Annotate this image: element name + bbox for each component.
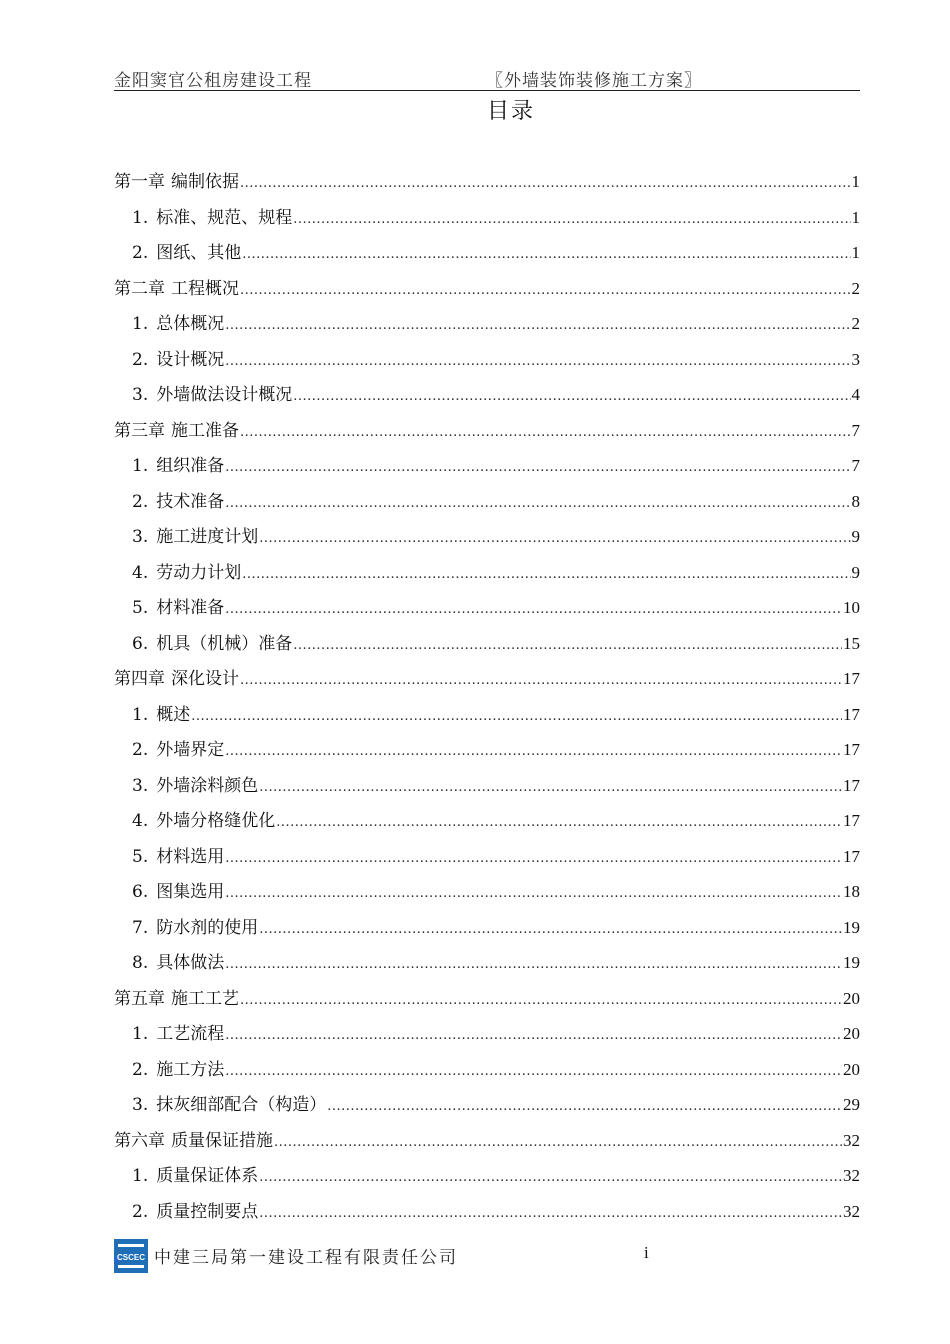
toc-entry-title: 抹灰细部配合（构造） <box>156 1095 327 1115</box>
toc-entry-page: 17 <box>843 669 860 688</box>
dot-leader <box>225 308 850 344</box>
dot-leader <box>225 841 842 877</box>
toc-entry-title: 编制依据 <box>171 172 239 192</box>
toc-entry-page: 29 <box>843 1095 860 1114</box>
toc-entry-title: 材料准备 <box>156 598 225 618</box>
toc-entry-title: 施工进度计划 <box>156 527 259 547</box>
toc-section-entry[interactable] <box>114 1052 860 1088</box>
dot-leader <box>293 628 842 664</box>
toc-entry-label: 第五章 <box>114 988 165 1009</box>
toc-entry-page: 2 <box>851 278 860 298</box>
toc-entry-label: 6. <box>132 882 149 902</box>
toc-entry-page: 20 <box>843 1059 860 1079</box>
toc-entry-label: 2. <box>132 1059 149 1080</box>
toc-entry-label: 3. <box>132 385 149 405</box>
toc-entry-label: 3. <box>132 1095 149 1115</box>
toc-entry-title: 防水剂的使用 <box>156 917 259 938</box>
toc-entry-page: 19 <box>843 953 860 972</box>
toc-section-entry[interactable] <box>114 306 860 342</box>
toc-chapter-entry[interactable] <box>114 1123 860 1159</box>
dot-leader <box>191 699 842 735</box>
toc-section-entry[interactable] <box>114 200 860 236</box>
toc-chapter-entry[interactable] <box>114 981 860 1017</box>
toc-entry-title: 标准、规范、规程 <box>156 207 293 228</box>
toc-entry-page: 15 <box>843 633 860 653</box>
toc-entry-page: 17 <box>843 811 860 830</box>
dot-leader <box>240 166 851 202</box>
toc-entry-title: 图集选用 <box>156 882 225 902</box>
toc-entry-title: 机具（机械）准备 <box>156 633 293 654</box>
toc-entry-label: 2. <box>132 243 149 263</box>
toc-section-entry[interactable] <box>114 945 860 981</box>
dot-leader <box>293 379 850 415</box>
toc-entry-title: 总体概况 <box>156 314 225 334</box>
toc-entry-page: 9 <box>851 562 860 582</box>
dot-leader <box>225 1054 842 1090</box>
toc-entry-label: 2. <box>132 740 149 760</box>
toc-entry-label: 1. <box>132 314 149 334</box>
dot-leader <box>242 237 850 273</box>
toc-section-entry[interactable] <box>114 803 860 839</box>
toc-entry-title: 外墙界定 <box>156 740 225 760</box>
cscec-logo-icon <box>114 1239 148 1273</box>
toc-entry-label: 7. <box>132 917 149 938</box>
page-header <box>114 62 860 91</box>
toc-entry-page: 18 <box>843 882 860 901</box>
toc-chapter-entry[interactable] <box>114 164 860 200</box>
dot-leader <box>259 912 842 948</box>
toc-chapter-entry[interactable] <box>114 661 860 697</box>
dot-leader <box>240 983 842 1019</box>
toc-entry-label: 8. <box>132 953 149 973</box>
page-number: i <box>644 1243 649 1262</box>
toc-entry-label: 第三章 <box>114 420 165 441</box>
toc-entry-page: 9 <box>851 527 860 546</box>
toc-entry-title: 图纸、其他 <box>156 243 242 263</box>
toc-entry-page: 17 <box>843 740 860 759</box>
toc-entry-page: 7 <box>851 420 860 440</box>
dot-leader <box>240 273 851 309</box>
toc-entry-label: 第四章 <box>114 669 165 689</box>
toc-entry-title: 质量保证措施 <box>171 1130 273 1151</box>
dot-leader <box>225 734 842 770</box>
toc-entry-label: 1. <box>132 1166 149 1186</box>
toc-entry-label: 1. <box>132 704 149 725</box>
toc-entry-page: 20 <box>843 988 860 1008</box>
toc-entry-page: 7 <box>851 456 860 475</box>
page-footer <box>114 1238 860 1274</box>
dot-leader <box>240 415 851 451</box>
toc-entry-page: 20 <box>843 1024 860 1043</box>
dot-leader <box>225 947 842 983</box>
toc-entry-title: 材料选用 <box>156 846 225 867</box>
toc-entry-label: 5. <box>132 598 149 618</box>
toc-entry-label: 1. <box>132 1024 149 1044</box>
toc-entry-title: 组织准备 <box>156 456 225 476</box>
toc-section-entry[interactable] <box>114 1194 860 1230</box>
toc-entry-label: 第二章 <box>114 278 165 299</box>
dot-leader <box>225 1018 842 1054</box>
toc-entry-label: 6. <box>132 633 149 654</box>
toc-entry-label: 第六章 <box>114 1130 165 1151</box>
dot-leader <box>259 1196 842 1232</box>
toc-entry-page: 2 <box>851 314 860 333</box>
document-title: 〖外墙装饰装修施工方案〗 <box>486 71 702 91</box>
toc-entry-title: 外墙做法设计概况 <box>156 385 293 405</box>
table-of-contents <box>114 164 860 1229</box>
logo-text: CSCEC <box>116 1253 146 1262</box>
toc-section-entry[interactable] <box>114 910 860 946</box>
toc-entry-title: 具体做法 <box>156 953 225 973</box>
toc-entry-label: 3. <box>132 527 149 547</box>
toc-entry-title: 劳动力计划 <box>156 562 242 583</box>
toc-entry-page: 32 <box>843 1166 860 1185</box>
toc-section-entry[interactable] <box>114 1158 860 1194</box>
toc-entry-title: 工程概况 <box>171 278 239 299</box>
toc-section-entry[interactable] <box>114 874 860 910</box>
project-name: 金阳窦官公租房建设工程 <box>114 71 312 91</box>
toc-section-entry[interactable] <box>114 732 860 768</box>
toc-entry-page: 3 <box>851 349 860 369</box>
toc-entry-label: 2. <box>132 491 149 512</box>
toc-entry-title: 外墙分格缝优化 <box>156 811 276 831</box>
toc-entry-page: 10 <box>843 598 860 617</box>
dot-leader <box>293 202 850 238</box>
toc-entry-title: 外墙涂料颜色 <box>156 775 259 796</box>
dot-leader <box>225 486 850 522</box>
toc-heading: 目录 <box>486 99 535 124</box>
dot-leader <box>242 557 850 593</box>
dot-leader <box>225 876 842 912</box>
toc-entry-label: 2. <box>132 349 149 370</box>
toc-entry-page: 32 <box>843 1201 860 1221</box>
toc-entry-label: 5. <box>132 846 149 867</box>
toc-entry-title: 质量保证体系 <box>156 1166 259 1186</box>
toc-section-entry[interactable] <box>114 377 860 413</box>
dot-leader <box>276 805 842 841</box>
dot-leader <box>225 344 850 380</box>
toc-entry-label: 1. <box>132 456 149 476</box>
toc-entry-title: 工艺流程 <box>156 1024 225 1044</box>
toc-entry-page: 19 <box>843 917 860 937</box>
toc-entry-label: 4. <box>132 562 149 583</box>
toc-entry-label: 1. <box>132 207 149 228</box>
toc-entry-label: 2. <box>132 1201 149 1222</box>
dot-leader <box>240 663 842 699</box>
toc-chapter-entry[interactable] <box>114 413 860 449</box>
toc-entry-title: 施工准备 <box>171 420 239 441</box>
toc-entry-label: 4. <box>132 811 149 831</box>
toc-entry-page: 17 <box>843 704 860 724</box>
dot-leader <box>225 592 842 628</box>
company-name: 中建三局第一建设工程有限责任公司 <box>154 1248 458 1268</box>
toc-entry-title: 技术准备 <box>156 491 225 512</box>
toc-section-entry[interactable] <box>114 519 860 555</box>
toc-section-entry[interactable] <box>114 768 860 804</box>
toc-entry-title: 施工方法 <box>156 1059 225 1080</box>
toc-section-entry[interactable] <box>114 590 860 626</box>
toc-entry-title: 深化设计 <box>171 669 239 689</box>
toc-section-entry[interactable] <box>114 235 860 271</box>
toc-entry-page: 1 <box>851 243 860 262</box>
dot-leader <box>259 770 842 806</box>
toc-entry-title: 概述 <box>156 704 191 725</box>
toc-entry-page: 1 <box>851 172 860 191</box>
toc-section-entry[interactable] <box>114 1087 860 1123</box>
toc-chapter-entry[interactable] <box>114 271 860 307</box>
toc-entry-title: 设计概况 <box>156 349 225 370</box>
dot-leader <box>327 1089 842 1125</box>
toc-entry-title: 质量控制要点 <box>156 1201 259 1222</box>
toc-entry-title: 施工工艺 <box>171 988 239 1009</box>
dot-leader <box>274 1125 842 1161</box>
toc-section-entry[interactable] <box>114 1016 860 1052</box>
toc-entry-label: 第一章 <box>114 172 165 192</box>
toc-entry-page: 17 <box>843 775 860 795</box>
toc-entry-page: 4 <box>851 385 860 404</box>
toc-entry-label: 3. <box>132 775 149 796</box>
toc-entry-page: 17 <box>843 846 860 866</box>
toc-entry-page: 1 <box>851 207 860 227</box>
toc-entry-page: 32 <box>843 1130 860 1150</box>
toc-section-entry[interactable] <box>114 484 860 520</box>
dot-leader <box>259 1160 842 1196</box>
toc-section-entry[interactable] <box>114 555 860 591</box>
dot-leader <box>225 450 850 486</box>
toc-entry-page: 8 <box>851 491 860 511</box>
toc-section-entry[interactable] <box>114 448 860 484</box>
toc-section-entry[interactable] <box>114 342 860 378</box>
toc-section-entry[interactable] <box>114 697 860 733</box>
toc-section-entry[interactable] <box>114 839 860 875</box>
toc-section-entry[interactable] <box>114 626 860 662</box>
dot-leader <box>259 521 850 557</box>
